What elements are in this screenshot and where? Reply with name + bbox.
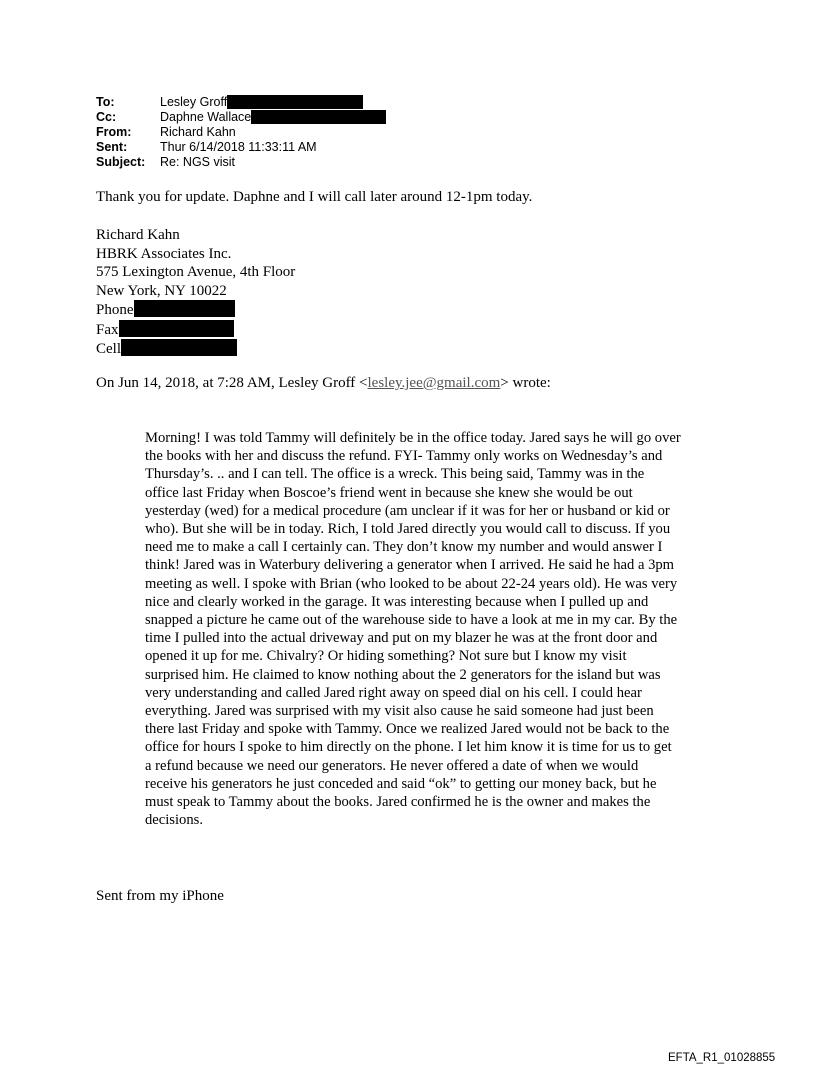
cell-label: Cell: [96, 341, 121, 357]
quote-attribution: [96, 375, 551, 392]
sent-row: [96, 140, 386, 155]
signature-block: [96, 226, 295, 359]
sent-from-signature: Sent from my iPhone: [96, 888, 224, 904]
phone-label: Phone: [96, 302, 134, 318]
bates-number: EFTA_R1_01028855: [668, 1052, 776, 1064]
attribution-prefix: On Jun 14, 2018, at 7:28 AM, Lesley Groff <: [96, 375, 368, 391]
subject-value: Re: NGS visit: [160, 155, 236, 169]
to-label: To:: [96, 95, 115, 109]
subject-row: [96, 155, 386, 170]
cc-row: [96, 110, 386, 125]
to-row: [96, 95, 386, 110]
signature-name: Richard Kahn: [96, 227, 180, 243]
to-value: Lesley Groff: [160, 95, 228, 109]
signature-fax-row: [96, 320, 295, 340]
cc-value: Daphne Wallace: [160, 110, 252, 124]
fax-label: Fax: [96, 321, 119, 338]
redaction-box: [251, 110, 386, 124]
redaction-box: [121, 339, 237, 356]
redaction-box: [134, 300, 235, 317]
signature-cell-row: [96, 339, 295, 359]
signature-address-line-1: 575 Lexington Avenue, 4th Floor: [96, 264, 296, 280]
redaction-box: [227, 95, 363, 109]
redaction-box: [119, 320, 234, 337]
from-value: Richard Kahn: [160, 125, 236, 139]
quoted-message: Morning! I was told Tammy will definitely be in the office today. Jared says he will go over the books with her and discuss the refund. FYI- Tammy only works on Wednesday’s and Thursday’s. .. and I can tell. The office is a wreck. This being said, Tammy was in the office last Friday when Boscoe’s friend went in because she knew she would be out yesterday (wed) for a medical procedure (am unclear if it was for her or husband or kid or who). But she will be in today. Rich, I told Jared directly you would call to discuss. If you need me to make a call I certainly can. They don’t know my number and would answer I think! Jared was in Waterbury delivering a generator when I arrived. He said he had a 3pm meeting as well. I spoke with Brian (who looked to be about 22-24 years old). He was very nice and clearly worked in the garage. It was interesting because when I pulled up and snapped a picture he came out of the warehouse side to have a look at me in my car. By the time I pulled into the actual driveway and put on my blazer he was at the front door and opened it up for me. Chivalry? Or hiding something? Not sure but I know my visit surprised him. He claimed to know nothing about the 2 generators for the island but was very understanding and called Jared right away on speed dial on his cell. I could hear everything. Jared was surprised with my visit also cause he said someone had just been there last Friday and spoke with Tammy. Once we realized Jared would not be back to the office for hours I spoke to him directly on the phone. I let him know it is time for us to get a refund because we need our generators. He never offered a date of when we would receive his generators he just conceded and said “ok” to getting our money back, but he must speak to Tammy about the books. Jared confirmed he is the owner and makes the decisions.: [145, 430, 681, 829]
subject-label: Subject:: [96, 155, 146, 169]
from-label: From:: [96, 125, 132, 139]
from-row: [96, 125, 386, 140]
cc-label: Cc:: [96, 110, 117, 124]
signature-address-line-2: New York, NY 10022: [96, 282, 227, 299]
reply-text: Thank you for update. Daphne and I will call later around 12-1pm today.: [96, 189, 533, 205]
sender-email-link[interactable]: lesley.jee@gmail.com: [367, 375, 501, 391]
signature-phone-row: [96, 300, 295, 320]
email-header: [96, 95, 386, 170]
attribution-suffix: > wrote:: [500, 375, 551, 391]
sent-value: Thur 6/14/2018 11:33:11 AM: [160, 140, 317, 154]
sent-label: Sent:: [96, 140, 128, 154]
signature-company: HBRK Associates Inc.: [96, 245, 232, 262]
